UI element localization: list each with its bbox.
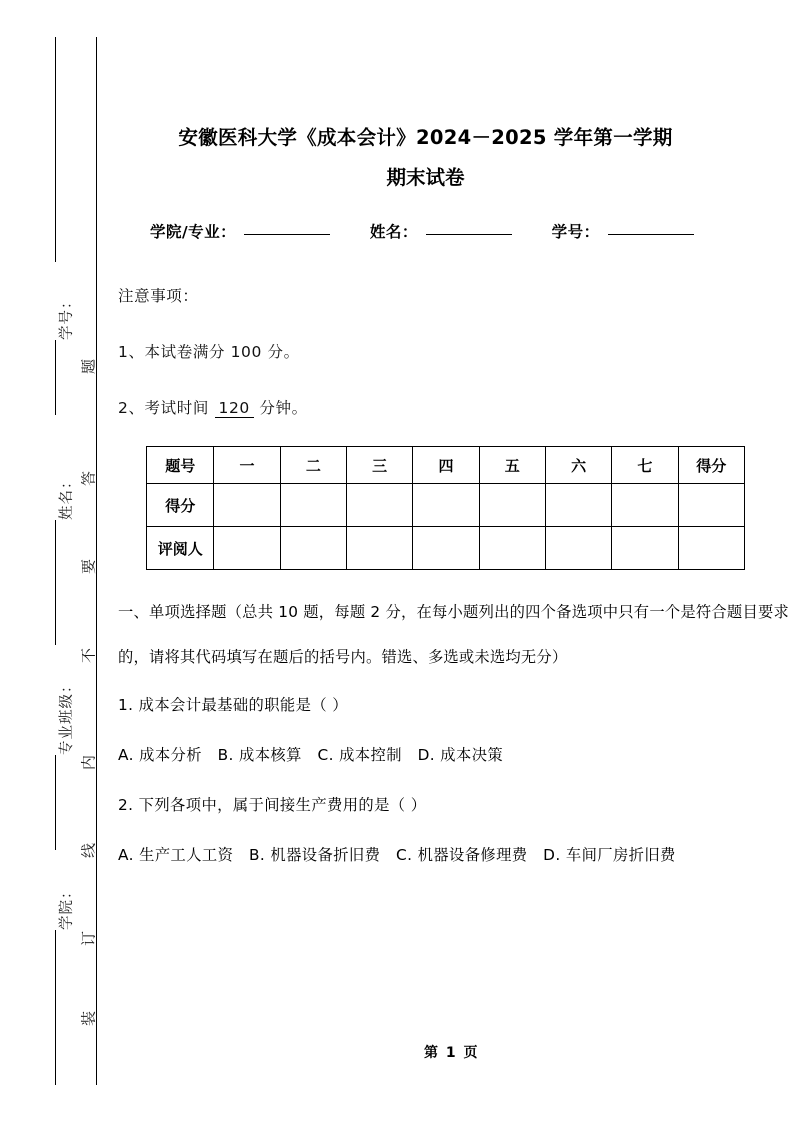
- binding-rule-segment: [55, 340, 56, 415]
- paper-title-line2: 期末试卷: [386, 166, 465, 189]
- field-label-student-id: 学号：: [551, 223, 600, 241]
- margin-label-class: 专业班级：: [59, 677, 75, 755]
- score-cell[interactable]: [413, 484, 479, 527]
- binding-char: 订: [79, 931, 98, 947]
- question-1-stem: 1. 成本会计最基础的职能是（ ）: [118, 696, 348, 714]
- score-cell[interactable]: [678, 484, 744, 527]
- score-table-row: [147, 484, 745, 527]
- score-row-label: 得分: [147, 484, 214, 527]
- binding-char: 装: [79, 1011, 98, 1027]
- score-cell[interactable]: [214, 484, 280, 527]
- binding-char: 要: [79, 559, 98, 575]
- margin-label-student-id: 学号：: [59, 293, 75, 340]
- reviewer-cell[interactable]: [545, 527, 611, 570]
- notice-item-2-post: 分钟。: [259, 399, 308, 417]
- binding-rule-segment: [55, 930, 56, 1085]
- score-header-cell: 五: [479, 447, 545, 484]
- score-cell[interactable]: [479, 484, 545, 527]
- binding-char: 不: [79, 648, 98, 664]
- binding-rule-segment: [55, 755, 56, 850]
- question-2-stem: 2. 下列各项中，属于间接生产费用的是（ ）: [118, 796, 427, 814]
- score-header-cell: 得分: [678, 447, 744, 484]
- score-header-cell: 七: [612, 447, 678, 484]
- reviewer-cell[interactable]: [413, 527, 479, 570]
- score-cell[interactable]: [545, 484, 611, 527]
- field-blank-name[interactable]: [426, 234, 512, 235]
- reviewer-cell[interactable]: [678, 527, 744, 570]
- section-one-heading: 一、单项选择题（总共 10 题，每题 2 分，在每小题列出的四个备选项中只有一个是符合题目要求的，请将其代码填写在题后的括号内。错选、多选或未选均无分）: [118, 603, 789, 666]
- reviewer-cell[interactable]: [214, 527, 280, 570]
- field-label-college-major: 学院/专业：: [150, 223, 237, 241]
- binding-rule-segment: [55, 37, 56, 262]
- margin-label-name: 姓名：: [59, 473, 75, 520]
- notice-heading: 注意事项：: [118, 287, 199, 305]
- score-header-cell: 二: [280, 447, 346, 484]
- score-header-cell: 六: [545, 447, 611, 484]
- score-header-cell: 四: [413, 447, 479, 484]
- binding-char: 题: [79, 359, 98, 375]
- reviewer-cell[interactable]: [280, 527, 346, 570]
- score-cell[interactable]: [347, 484, 413, 527]
- reviewer-cell[interactable]: [479, 527, 545, 570]
- question-2-options: A. 生产工人工资 B. 机器设备折旧费 C. 机器设备修理费 D. 车间厂房折旧费: [118, 846, 676, 864]
- margin-label-college: 学院：: [59, 883, 75, 930]
- page-footer: 第 1 页: [424, 1045, 479, 1061]
- notice-item-1: 1、本试卷满分 100 分。: [118, 343, 300, 361]
- score-table: [146, 446, 745, 570]
- score-header-cell: 一: [214, 447, 280, 484]
- binding-char: 答: [79, 471, 98, 487]
- identity-fields-row: [110, 220, 793, 242]
- reviewer-cell[interactable]: [347, 527, 413, 570]
- binding-rule-segment: [55, 520, 56, 645]
- binding-char: 内: [79, 755, 98, 771]
- exam-duration-value: 120: [215, 399, 254, 418]
- score-header-cell: 三: [347, 447, 413, 484]
- paper-title-line1: 安徽医科大学《成本会计》2024－2025 学年第一学期: [178, 126, 673, 149]
- field-blank-college-major[interactable]: [244, 234, 330, 235]
- binding-char: 线: [79, 843, 98, 859]
- paper-content: [110, 0, 793, 1122]
- question-1-options: A. 成本分析 B. 成本核算 C. 成本控制 D. 成本决策: [118, 746, 504, 764]
- score-cell[interactable]: [280, 484, 346, 527]
- binding-margin: [0, 0, 110, 1122]
- score-table-row: [147, 527, 745, 570]
- notice-item-2-pre: 2、考试时间: [118, 399, 209, 417]
- score-cell[interactable]: [612, 484, 678, 527]
- reviewer-cell[interactable]: [612, 527, 678, 570]
- paper-title-block: [110, 0, 793, 198]
- notice-block: [110, 268, 793, 436]
- score-table-header-row: [147, 447, 745, 484]
- field-label-name: 姓名：: [369, 223, 418, 241]
- score-row-label: 评阅人: [147, 527, 214, 570]
- field-blank-student-id[interactable]: [608, 234, 694, 235]
- notice-item-2: [110, 380, 793, 436]
- score-header-cell: 题号: [147, 447, 214, 484]
